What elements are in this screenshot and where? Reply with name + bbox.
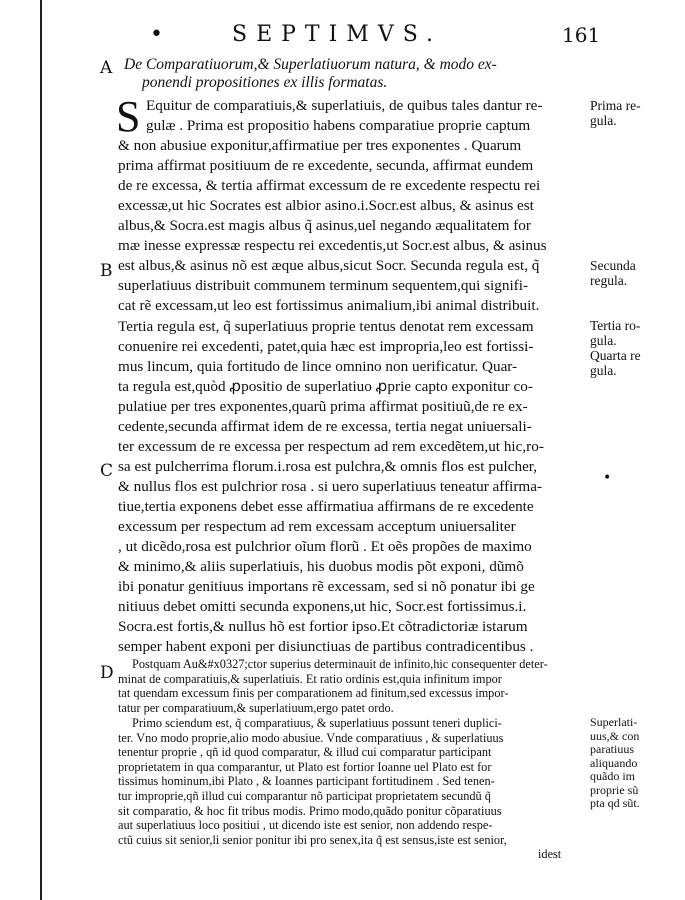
commentary-line: tenentur proprie , qñ id quod comparatur, & illud cui comparatur participant	[118, 745, 492, 760]
text-line: ibi ponatur genitiuus importans rẽ excessam, sed si nõ ponatur ibi ge	[118, 578, 535, 596]
margin-note-line: Secunda	[590, 258, 636, 273]
running-header	[150, 22, 650, 48]
commentary-line: tur improprie,qñ illud cui comparantur nõ participat proprietatem secundũ q̃	[118, 788, 491, 803]
text-line: Socra.est fortis,& nullus hõ est fortior ipso.Et cõtradictoriæ istarum	[118, 618, 528, 636]
margin-note-line: pta qd sũt.	[590, 796, 640, 810]
text-line: albus,& Socra.est magis albus q̃ asinus,uel negando æqualitatem for	[118, 217, 531, 235]
section-letter-b: B	[100, 261, 113, 281]
text-line: cedente,secunda affirmat idem de re excessa, tertia negat uniuersali-	[118, 417, 532, 435]
commentary-paragraph-1	[118, 657, 588, 715]
text-line: sa est pulcherrima florum.i.rosa est pulchra,& omnis flos est pulcher,	[118, 457, 538, 475]
margin-note-tertia-regula	[590, 318, 670, 348]
text-line: ta regula est,quòd ꝓpositio de superlatiuo ꝓprie capto exponitur co-	[118, 377, 533, 395]
margin-note-line: aliquando	[590, 755, 638, 770]
text-line: tiue,tertia exponens debet esse affirmatiua affirmans de re excedente	[118, 497, 534, 515]
commentary-line: ctũ cuius sit senior,li senior ponitur ibi pro senex,ita q̃ est sensus,iste est senior,	[118, 832, 507, 847]
text-line: cat rẽ excessam,ut leo est fortissimus animalium,ibi animal distribuit.	[118, 297, 540, 315]
page-edge-rule	[40, 0, 42, 900]
margin-note-line: regula.	[590, 273, 628, 288]
text-line: conuenire rei excedenti, patet,quia hæc est impropria,leo est fortissi-	[118, 337, 534, 355]
text-line: ter excessum de re excessa per respectum ad rem excedẽtem,ut hic,ro-	[118, 437, 544, 455]
margin-note-superlatiuus	[590, 716, 670, 811]
text-line: est albus,& asinus nõ est æque albus,sicut Socr. Secunda regula est, q̃	[118, 257, 540, 275]
commentary-line: sit comparatio, & hoc fit tribus modis. Primo modo,quãdo ponitur cõparatiuus	[118, 803, 502, 818]
commentary-line: idest	[538, 847, 562, 862]
text-line: mus lincum, quia fortitudo de lince omnino non uerificatur. Quar-	[118, 357, 518, 375]
margin-note-line: gula.	[590, 363, 617, 378]
main-text	[116, 92, 588, 657]
section-letter-c: C	[100, 461, 114, 481]
margin-note-secunda-regula	[590, 258, 670, 288]
text-line: semper habent exponi per disiunctiuas de partibus contradicentibus .	[118, 638, 534, 656]
commentary-line: tissimus hominum,ibi Plato , & Ioannes participant fortitudinem . Sed tenen-	[118, 774, 495, 789]
text-line: excessæ,ut hic Socrates est albior asino.i.Socr.est albus, & asinus est	[118, 197, 534, 215]
margin-note-line: uus,& con	[590, 728, 640, 743]
margin-note-quarta-regula	[590, 348, 670, 378]
commentary-line: tat quendam excessum finis per comparationem ad finitum,sed excessus impor-	[118, 686, 509, 701]
text-line: , ut dicẽdo,rosa est pulchrior oĩum florũ . Et oẽs propões de maximo	[118, 538, 532, 556]
text-line: mæ inesse expressæ respectu rei excedentis,ut Socr.est albus, & asinus	[118, 237, 547, 255]
drop-cap: S	[116, 92, 141, 141]
margin-note-line: Tertia ro-	[590, 318, 641, 333]
commentary-line: minat de comparatiuis,& superlatiuis. Et ratio ordinis est,quia infinitum impor	[118, 671, 502, 686]
margin-note-line: Quarta re	[590, 348, 641, 363]
margin-note-line: Superlati-	[590, 715, 638, 729]
section-letter-a: A	[100, 58, 113, 78]
margin-note-prima-regula	[590, 98, 670, 128]
text-line: prima affirmat positiuum de re excedente, secunda, affirmat eundem	[118, 157, 534, 175]
commentary-line: ter. Vno modo proprie,alio modo abusiue. Vnde comparatiuus , & superlatiuus	[118, 730, 504, 745]
text-line: & non abusiue exponitur,affirmatiue per tres exponentes . Quarum	[118, 137, 522, 155]
header-title: SEPTIMVS.	[232, 22, 442, 47]
margin-note-line: Prima re-	[590, 98, 641, 113]
commentary-line: tatur per comparatiuum,& superlatiuum,ergo patet ordo.	[118, 700, 394, 715]
heading-line: De Comparatiuorum,& Superlatiuorum natura, & modo ex-	[124, 56, 497, 73]
text-line: Equitur de comparatiuis,& superlatiuis, de quibus tales dantur re-	[146, 97, 543, 114]
text-line: de re excessa, & tertia affirmat excessum de re excedente respectu rei	[118, 177, 541, 195]
commentary-paragraph-2	[118, 716, 588, 862]
section-letter-d: D	[100, 663, 114, 683]
header-ornament: •	[150, 22, 163, 47]
commentary-line: aut superlatiuus loco positiui , ut dicendo iste est senior, non addendo respe-	[118, 818, 493, 833]
page-number: 161	[562, 23, 601, 47]
margin-note-line: paratiuus	[590, 742, 634, 756]
chapter-heading	[124, 56, 586, 92]
text-line: & minimo,& aliis superlatiuis, his duobus modis põt exponi, dũmõ	[118, 558, 524, 576]
text-line: Tertia regula est, q̃ superlatiuus proprie tentus denotat rem excessam	[118, 317, 534, 335]
commentary-line: Primo sciendum est, q̃ comparatiuus, & superlatiuus possunt teneri duplici-	[132, 716, 502, 730]
commentary-line: Postquam Au&#x0327;ctor superius determinauit de infinito,hic consequenter deter-	[132, 657, 548, 671]
heading-line: ponendi propositiones ex illis formatas.	[142, 74, 388, 91]
commentary-line: proprietatem in qua comparantur, ut Plato est fortior Ioanne uel Plato est for	[118, 759, 492, 774]
text-line: pulatiue per tres exponentes,quarũ prima affirmat positiuũ,de re ex-	[118, 397, 528, 415]
text-line: superlatiuus distribuit communem terminum sequentem,qui signifi-	[118, 277, 529, 295]
margin-note-line: proprie sũ	[590, 782, 639, 797]
text-line: gulæ . Prima est propositio habens comparatiue proprie captum	[146, 117, 531, 135]
margin-note-line: quãdo im	[590, 769, 635, 783]
margin-note-line: gula.	[590, 333, 617, 348]
text-line: & nullus flos est pulchrior rosa . si uero superlatiuus teneatur affirma-	[118, 477, 543, 495]
margin-note-line: gula.	[590, 113, 617, 128]
margin-mark: •	[603, 470, 612, 486]
text-line: excessum per respectum ad rem excessam acceptum uniuersaliter	[118, 517, 516, 535]
text-line: nitiuus debet omitti secunda exponens,ut hic, Socr.est fortissimus.i.	[118, 598, 527, 616]
